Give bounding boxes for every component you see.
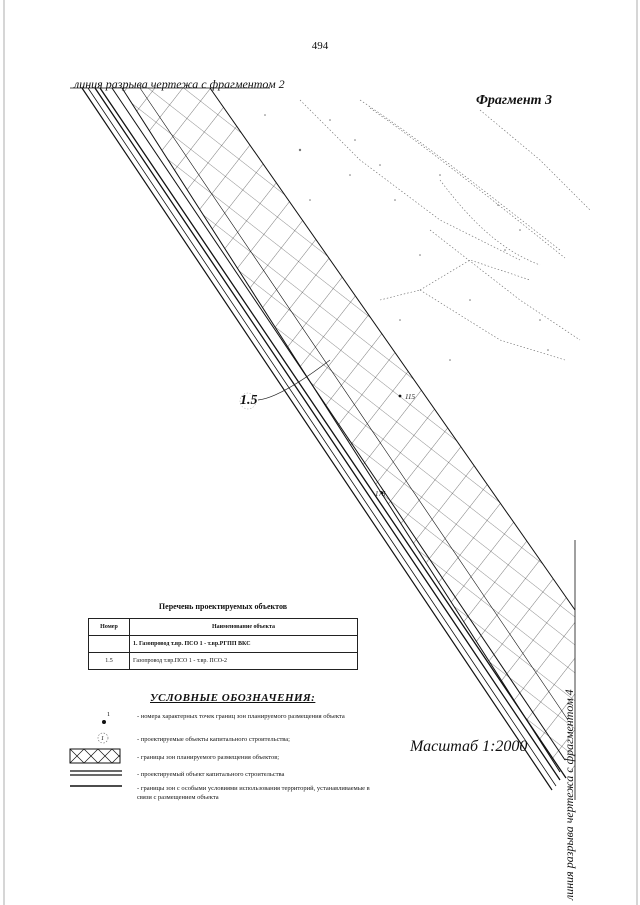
break-line-right-text: линия разрыва чертежа с фрагментом 4 — [562, 689, 576, 900]
header-number: Номер — [89, 619, 130, 636]
point-marker-115 — [399, 395, 402, 398]
objects-table-title: Перечень проектируемых объектов — [158, 602, 288, 611]
table-row — [89, 653, 358, 670]
legend-circle-number: 1 — [101, 736, 104, 742]
row-name: Газопровод т.вр.ПСО 1 - т.вр. ПСО-2 — [130, 653, 358, 670]
legend-title: УСЛОВНЫЕ ОБОЗНАЧЕНИЯ: — [150, 692, 316, 704]
group-empty-cell — [89, 636, 130, 653]
page-number: 494 — [311, 40, 329, 52]
pipeline-line-1 — [95, 88, 560, 780]
legend-circle-symbol — [68, 731, 124, 745]
break-line-right-label — [562, 360, 577, 900]
objects-table — [88, 618, 358, 670]
legend-point-symbol — [68, 708, 124, 730]
group-title: 1. Газопровод т.вр. ПСО 1 - т.вр.РГПП ВКС — [130, 636, 358, 653]
scale-label: Масштаб 1:2000 — [410, 738, 528, 755]
point-label-115: 115 — [405, 393, 415, 401]
legend-item-pipeline: - проектируемый объект капитального строительства — [137, 771, 285, 778]
legend-restriction-symbol — [68, 780, 124, 792]
row-number: 1.5 — [89, 653, 130, 670]
object-label: 1.5 — [240, 393, 258, 408]
fragment-title: Фрагмент 3 — [476, 93, 553, 108]
outer-boundary-line-1 — [82, 88, 552, 790]
outer-boundary-line-2 — [88, 88, 556, 786]
pipeline-line-2 — [100, 88, 566, 778]
legend-point-number: 1 — [107, 712, 110, 718]
header-name: Наименование объекта — [130, 619, 358, 636]
legend-zone-symbol — [68, 747, 124, 765]
table-header-row — [89, 619, 358, 636]
legend-pipeline-symbol — [68, 767, 124, 779]
legend-item-points: - номера характерных точек границ зон планируемого размещения объекта — [137, 713, 345, 720]
break-line-top-label: линия разрыва чертежа с фрагментом 2 — [74, 77, 285, 91]
point-label-175: 175 — [375, 490, 386, 498]
legend-item-restrictions: - границы зон с особыми условиями использования территорий, устанавливаемые в связи с размещением объекта — [137, 785, 370, 801]
legend-item-zones: - границы зон планируемого размещения объектов; — [137, 754, 280, 761]
legend-item-objects: - проектируемые объекты капитального строительства; — [137, 736, 290, 743]
table-group-row — [89, 636, 358, 653]
